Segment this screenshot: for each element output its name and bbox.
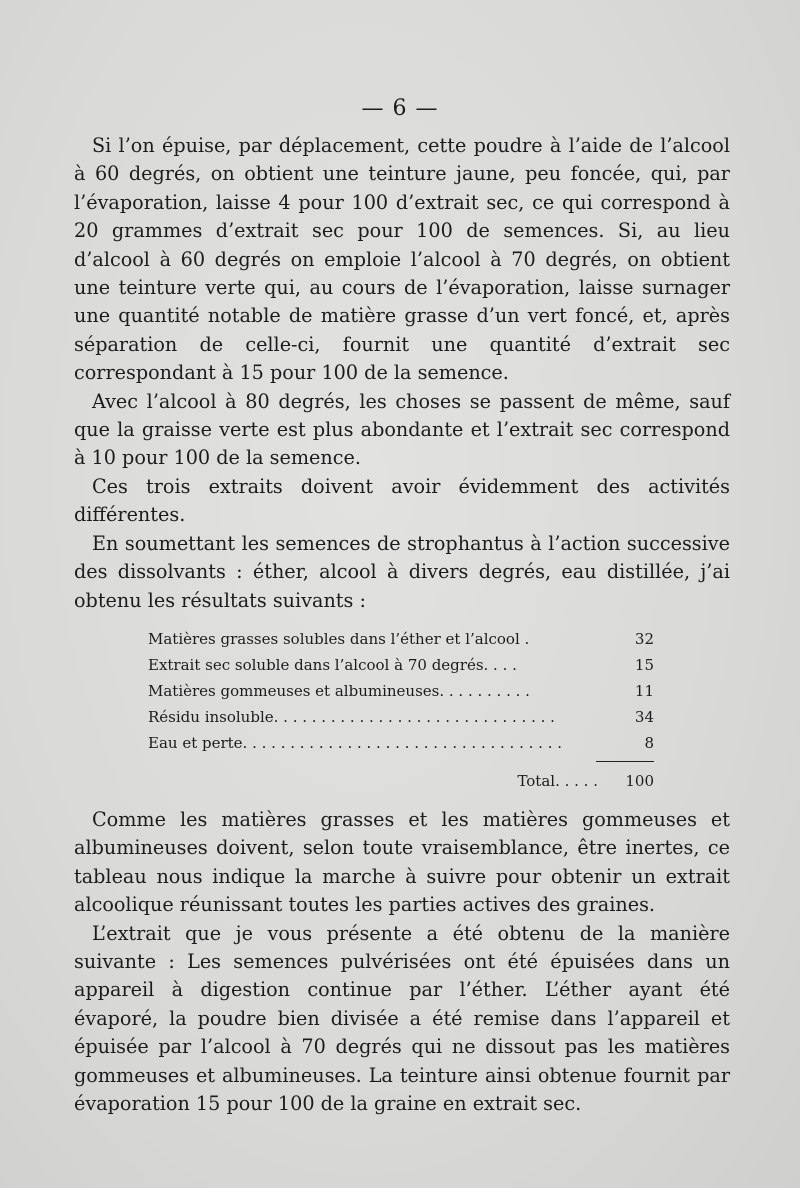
row-label: Extrait sec soluble dans l’alcool à 70 degrés. . . . bbox=[148, 656, 517, 674]
row-label: Résidu insoluble. . . . . . . . . . . . . . . . . . . . . . . . . . . . . . bbox=[148, 708, 555, 726]
row-value: 34 bbox=[634, 708, 654, 726]
paragraph: Ces trois extraits doivent avoir évidemment des activités différentes. bbox=[74, 474, 730, 527]
total-value: 100 bbox=[625, 772, 654, 790]
paragraph: L’extrait que je vous présente a été obtenu de la manière suivante : Les semences pulvérisées ont été épuisées dans un appareil à digestion continue par l’éther. L’éther ayant été évaporé, la poudre bien divisée a été remise dans l’appareil et épuisée par l’alcool à 70 degrés qui ne dissout pas les matières gommeuses et albumineuses. La teinture ainsi obtenue fournit par évaporation 15 pour 100 de la graine en extrait sec. bbox=[74, 921, 730, 1116]
row-value: 11 bbox=[634, 682, 654, 700]
total-rule bbox=[596, 761, 654, 762]
table-row bbox=[148, 730, 654, 756]
table-total-row bbox=[148, 756, 654, 798]
paragraph: Si l’on épuise, par déplacement, cette poudre à l’aide de l’alcool à 60 degrés, on obtient une teinture jaune, peu foncée, qui, par l’évaporation, laisse 4 pour 100 d’extrait sec, ce qui correspond à 20 grammes d’extrait sec pour 100 de semences. Si, au lieu d’alcool à 60 degrés on emploie l’alcool à 70 degrés, on obtient une teinture verte qui, au cours de l’évaporation, laisse surnager une quantité notable de matière grasse d’un vert foncé, et, après séparation de celle-ci, fournit une quantité d’extrait sec correspondant à 15 pour 100 de la semence. bbox=[74, 134, 730, 385]
total-label: Total. . . . . bbox=[517, 772, 598, 790]
table-row bbox=[148, 704, 654, 730]
text-block-after-table bbox=[74, 806, 730, 1118]
table-row bbox=[148, 652, 654, 678]
row-label: Matières gommeuses et albumineuses. . . . . . . . . . bbox=[148, 682, 530, 700]
table-row bbox=[148, 626, 654, 652]
table-row bbox=[148, 678, 654, 704]
row-value: 8 bbox=[644, 734, 654, 752]
text-block-before-table bbox=[74, 132, 730, 615]
results-table bbox=[148, 626, 654, 798]
row-value: 32 bbox=[634, 630, 654, 648]
paragraph: Comme les matières grasses et les matières gommeuses et albumineuses doivent, selon toute vraisemblance, être inertes, ce tableau nous indique la marche à suivre pour obtenir un extrait alcoolique réunissant toutes les parties actives des graines. bbox=[74, 808, 730, 917]
row-value: 15 bbox=[634, 656, 654, 674]
paragraph: En soumettant les semences de strophantus à l’action successive des dissolvants : éther, alcool à divers degrés, eau distillée, j’ai obtenu les résultats suivants : bbox=[74, 531, 730, 612]
row-label: Eau et perte. . . . . . . . . . . . . . . . . . . . . . . . . . . . . . . . . . bbox=[148, 734, 563, 752]
page-number: — 6 — bbox=[361, 96, 439, 121]
row-label: Matières grasses solubles dans l’éther et l’alcool . bbox=[148, 630, 530, 648]
paragraph: Avec l’alcool à 80 degrés, les choses se passent de même, sauf que la graisse verte est plus abondante et l’extrait sec correspond à 10 pour 100 de la semence. bbox=[74, 389, 730, 470]
